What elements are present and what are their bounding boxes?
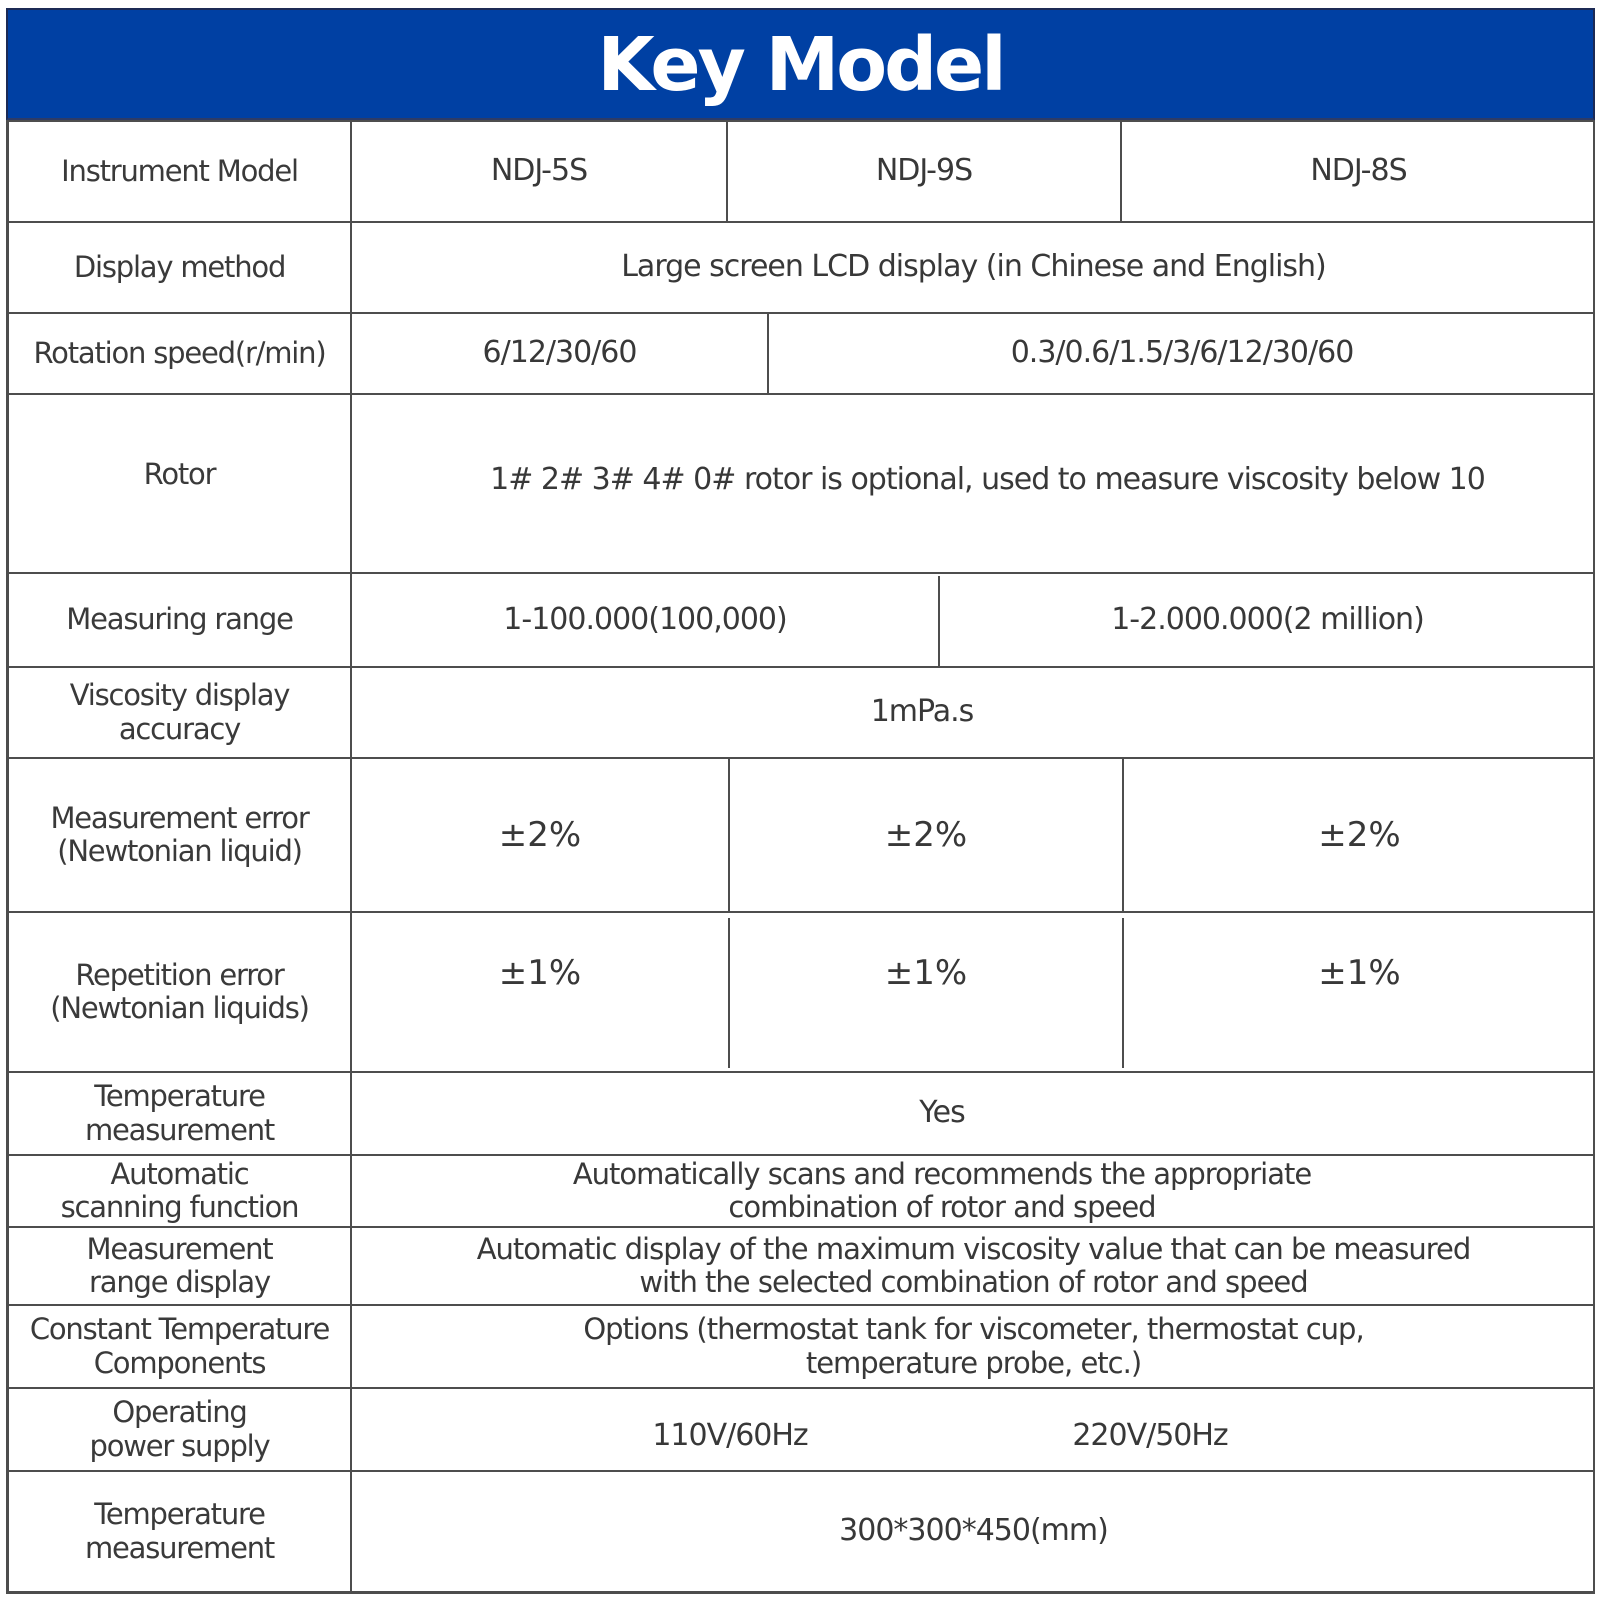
- measurement-error-ndj-9s: ±2%: [884, 814, 968, 855]
- measurement-range-display-value: Automatic display of the maximum viscosity value that can be measured with the selected combination of rotor and speed: [476, 1231, 1471, 1299]
- display-method-value: Large screen LCD display (in Chinese and English): [621, 249, 1326, 285]
- row-label-temperature-measurement: Temperature measurement: [84, 1079, 275, 1147]
- row-label-dimensions: Temperature measurement: [84, 1497, 275, 1565]
- row-label-operating-power: Operating power supply: [89, 1395, 270, 1463]
- measuring-range-ndj-5s: 1-100.000(100,000): [503, 601, 787, 637]
- power-supply-110v: 110V/60Hz: [652, 1417, 808, 1453]
- repetition-error-ndj-5s: ±1%: [498, 952, 582, 993]
- row-label-display-method: Display method: [73, 249, 286, 284]
- repetition-error-ndj-9s: ±1%: [884, 952, 968, 993]
- row-label-rotor: Rotor: [143, 457, 216, 492]
- model-cell-ndj-5s: NDJ-5S: [490, 153, 588, 189]
- power-supply-220v: 220V/50Hz: [1072, 1417, 1228, 1453]
- row-label-constant-temperature: Constant Temperature Components: [29, 1312, 330, 1380]
- measurement-error-ndj-5s: ±2%: [498, 814, 582, 855]
- row-label-instrument-model: Instrument Model: [61, 153, 298, 188]
- row-label-repetition-error: Repetition error (Newtonian liquids): [50, 957, 309, 1025]
- automatic-scanning-value: Automatically scans and recommends the appropriate combination of rotor and speed: [572, 1156, 1312, 1224]
- rotation-speed-ndj-9s-8s: 0.3/0.6/1.5/3/6/12/30/60: [1010, 335, 1354, 371]
- constant-temperature-value: Options (thermostat tank for viscometer, thermostat cup, temperature probe, etc.): [583, 1312, 1364, 1380]
- model-cell-ndj-9s: NDJ-9S: [875, 153, 973, 189]
- repetition-error-ndj-8s: ±1%: [1318, 952, 1401, 993]
- row-label-viscosity-accuracy: Viscosity display accuracy: [69, 678, 290, 746]
- rotation-speed-ndj-5s: 6/12/30/60: [482, 335, 637, 371]
- temperature-measurement-value: Yes: [919, 1095, 965, 1131]
- title-banner: [6, 8, 1595, 121]
- row-label-measurement-range-display: Measurement range display: [86, 1231, 273, 1299]
- viscosity-accuracy-value: 1mPa.s: [870, 694, 974, 730]
- rotor-value: 1# 2# 3# 4# 0# rotor is optional, used to measure viscosity below 10: [490, 461, 1485, 497]
- row-label-measurement-error: Measurement error (Newtonian liquid): [50, 800, 309, 868]
- row-label-rotation-speed: Rotation speed(r/min): [33, 335, 326, 370]
- measuring-range-ndj-9s-8s: 1-2.000.000(2 million): [1111, 601, 1424, 637]
- measurement-error-ndj-8s: ±2%: [1318, 814, 1401, 855]
- row-label-automatic-scanning: Automatic scanning function: [60, 1156, 299, 1224]
- dimensions-value: 300*300*450(mm): [839, 1513, 1108, 1549]
- model-cell-ndj-8s: NDJ-8S: [1310, 153, 1407, 189]
- row-label-measuring-range: Measuring range: [66, 602, 293, 637]
- table-title: Key Model: [597, 22, 1004, 108]
